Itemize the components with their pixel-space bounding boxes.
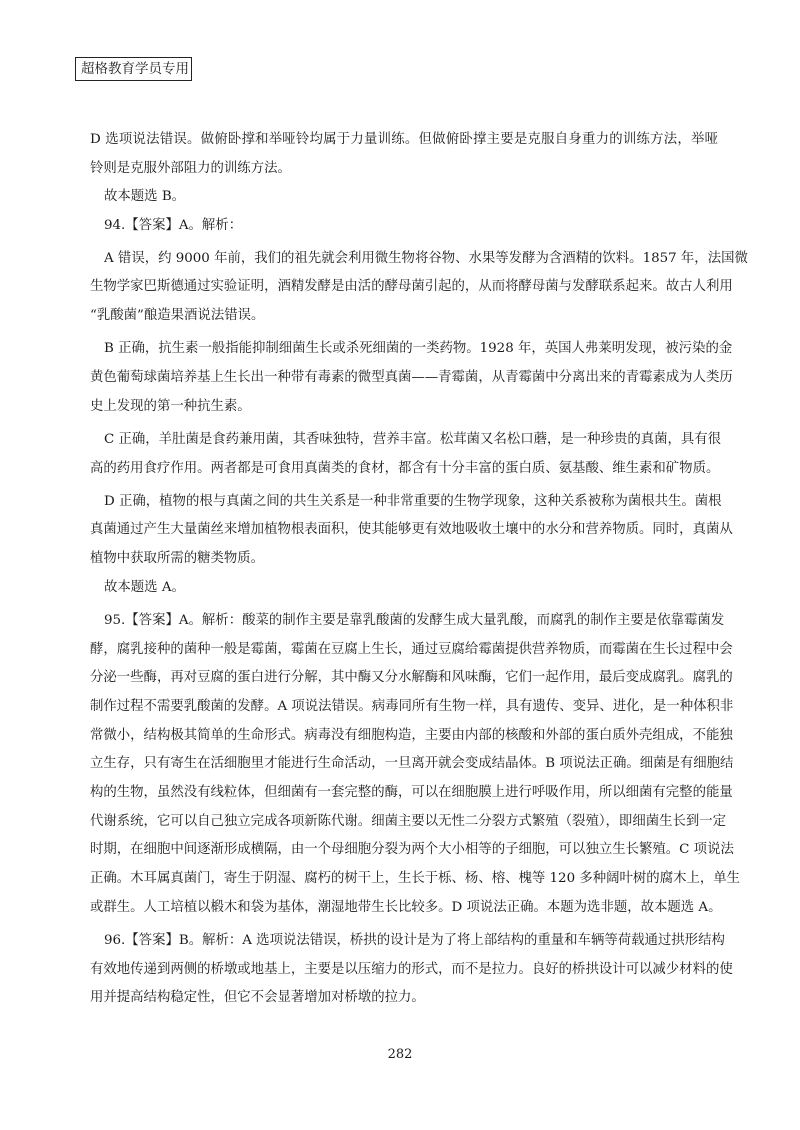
text-line: 常微小，结构极其简单的生命形式。病毒没有细胞构造，主要由内部的核酸和外部的蛋白质外壳组成，不能独 — [90, 728, 733, 743]
text-line: 制作过程不需要乳酸菌的发酵。A 项说法错误。病毒同所有生物一样，具有遗传、变异、进化，是一种体积非 — [90, 699, 734, 714]
text-line: 酵，腐乳接种的菌种一般是霉菌，霉菌在豆腐上生长，通过豆腐给霉菌提供营养物质，而霉菌在生长过程中会 — [90, 642, 733, 657]
text-line: 真菌通过产生大量菌丝来增加植物根表面积，使其能够更有效地吸收土壤中的水分和营养物质。同时，真菌从 — [90, 522, 733, 537]
text-line: 立生存，只有寄生在活细胞里才能进行生命活动，一旦离开就会变成结晶体。B 项说法正确。细菌是有细胞结 — [90, 756, 734, 771]
text-line: 96.【答案】B。解析：A 选项说法错误，桥拱的设计是为了将上部结构的重量和车辆等荷载通过拱形结构 — [104, 933, 725, 948]
text-line: 94.【答案】A。解析： — [104, 218, 243, 233]
text-line: 故本题选 B。 — [104, 189, 186, 204]
text-line: 或群生。人工培植以椴木和袋为基体，潮湿地带生长比较多。D 项说法正确。本题为选非题，故本题选 A。 — [90, 900, 722, 915]
header-label-box: 超格教育学员专用 — [75, 57, 192, 81]
text-line: D 选项说法错误。做俯卧撑和举哑铃均属于力量训练。但做俯卧撑主要是克服自身重力的训练方法，举哑 — [90, 132, 718, 147]
text-line: 分泌一些酶，再对豆腐的蛋白进行分解，其中酶又分水解酶和风味酶，它们一起作用，最后变成腐乳。腐乳的 — [90, 670, 733, 685]
text-line: 构的生物，虽然没有线粒体，但细菌有一套完整的酶，可以在细胞膜上进行呼吸作用，所以细菌有完整的能量 — [90, 785, 733, 800]
text-line: 故本题选 A。 — [104, 580, 185, 595]
text-line: 高的药用食疗作用。两者都是可食用真菌类的食材，都含有十分丰富的蛋白质、氨基酸、维生素和矿物质。 — [90, 461, 720, 476]
text-line: A 错误，约 9000 年前，我们的祖先就会利用微生物将谷物、水果等发酵为含酒精的饮料。1857 年，法国微 — [104, 251, 748, 266]
text-line: 有效地传递到两侧的桥墩或地基上，主要是以压缩力的形式，而不是拉力。良好的桥拱设计可以减少材料的使 — [90, 962, 733, 977]
text-line: 生物学家巴斯德通过实验证明，酒精发酵是由活的酵母菌引起的，从而将酵母菌与发酵联系起来。故古人利用 — [90, 279, 733, 294]
text-line: 铃则是克服外部阻力的训练方法。 — [90, 161, 291, 176]
text-line: D 正确，植物的根与真菌之间的共生关系是一种非常重要的生物学现象，这种关系被称为菌根共生。菌根 — [104, 494, 722, 509]
text-line: 时期，在细胞中间逐渐形成横隔，由一个母细胞分裂为两个大小相等的子细胞，可以独立生长繁殖。C 项说法 — [90, 842, 734, 857]
text-line: C 正确，羊肚菌是食药兼用菌，其香味独特，营养丰富。松茸菌又名松口蘑，是一种珍贵的真菌，具有很 — [104, 432, 722, 447]
text-line: 代谢系统，它可以自己独立完成各项新陈代谢。细菌主要以无性二分裂方式繁殖（裂殖），即细菌生长到一定 — [90, 814, 727, 829]
text-line: 黄色葡萄球菌培养基上生长出一种带有毒素的微型真菌——青霉菌，从青霉菌中分离出来的青霉素成为人类历 — [90, 370, 733, 385]
text-line: 正确。木耳属真菌门，寄生于阴湿、腐朽的树干上，生长于栎、杨、榕、槐等 120 多种阔叶树的腐木上，单生 — [90, 871, 741, 886]
text-line: 95.【答案】A。解析：酸菜的制作主要是靠乳酸菌的发酵生成大量乳酸，而腐乳的制作主要是依靠霉菌发 — [104, 613, 725, 628]
text-line: “乳酸菌”酿造果酒说法错误。 — [90, 308, 265, 323]
page-number: 282 — [387, 1047, 413, 1062]
text-line: B 正确，抗生素一般指能抑制细菌生长或杀死细菌的一类药物。1928 年，英国人弗莱明发现，被污染的金 — [104, 341, 733, 356]
text-line: 植物中获取所需的糖类物质。 — [90, 551, 265, 566]
text-line: 用并提高结构稳定性，但它不会显著增加对桥墩的拉力。 — [90, 990, 425, 1005]
text-line: 史上发现的第一种抗生素。 — [90, 399, 251, 414]
